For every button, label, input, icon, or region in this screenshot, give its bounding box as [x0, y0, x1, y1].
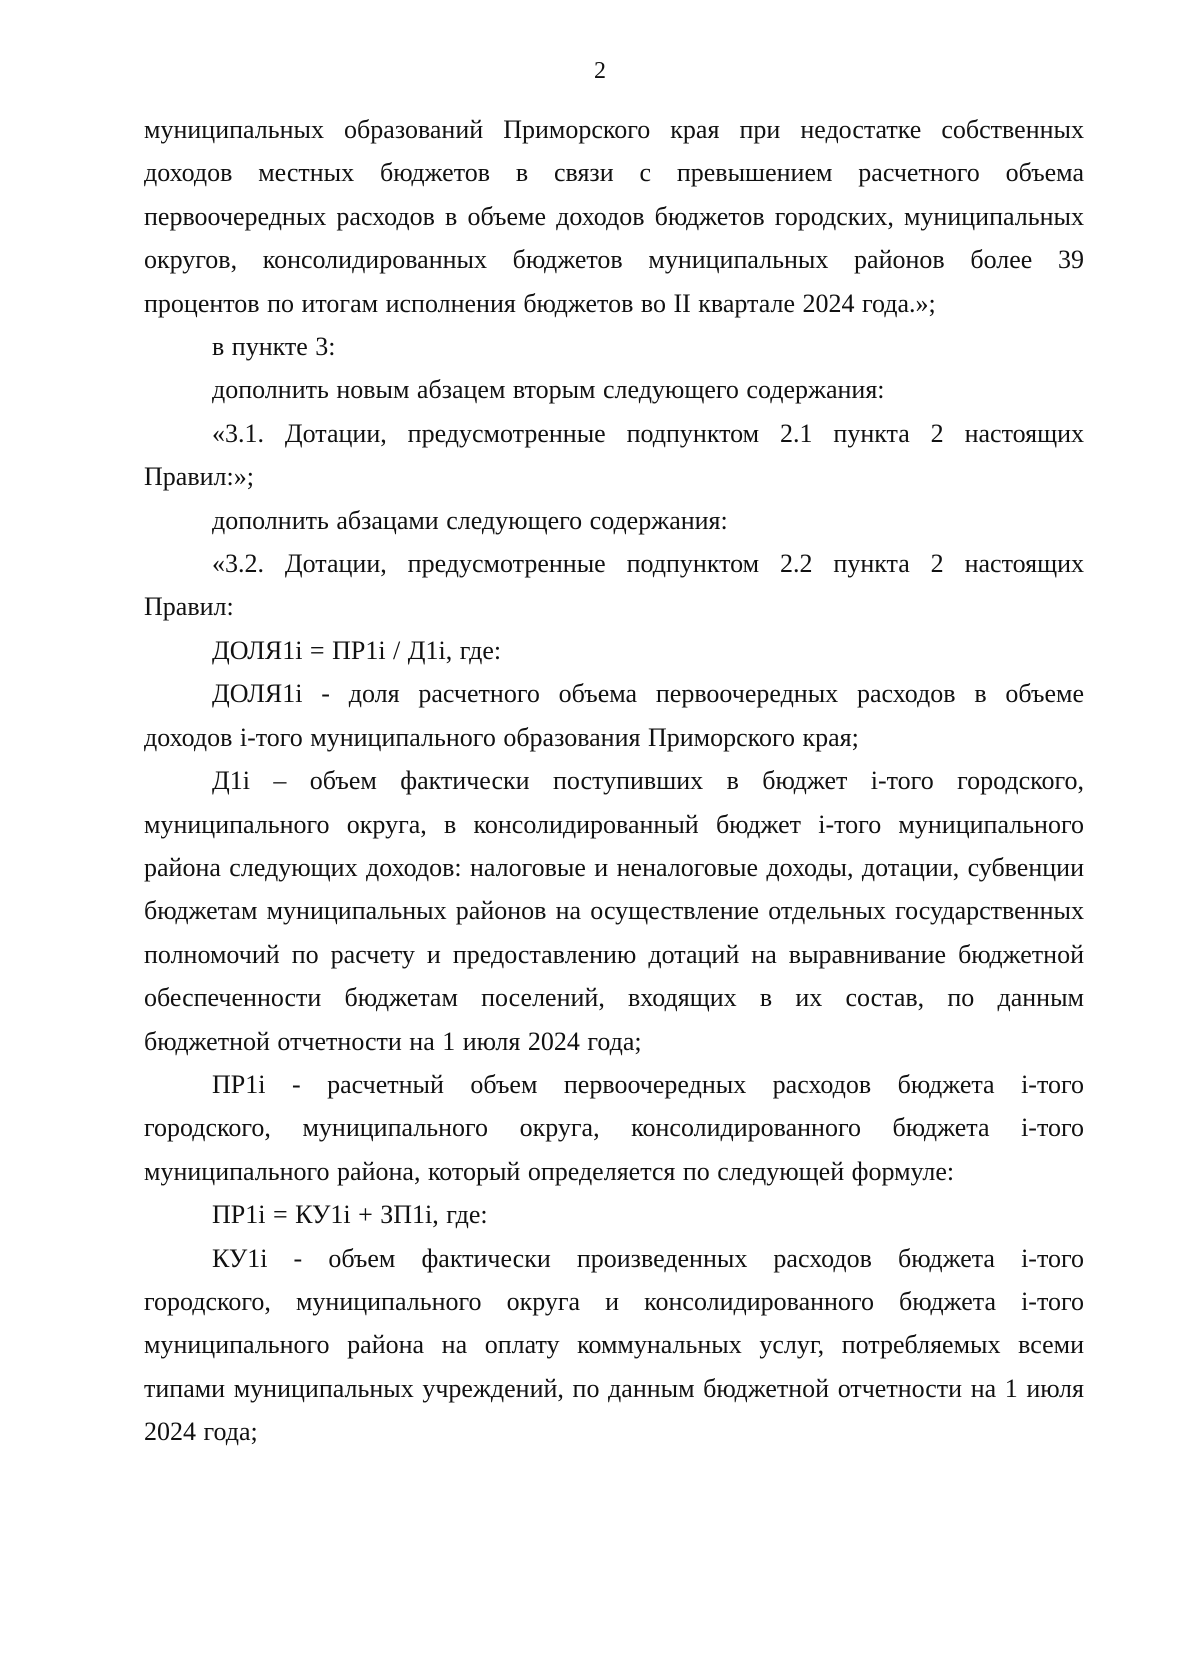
paragraph-3-1: «3.1. Дотации, предусмотренные подпунктом 2.1 пункта 2 настоящих Правил:»; — [144, 418, 1084, 492]
paragraph-add-second-abzac: дополнить новым абзацем вторым следующего содержания: — [212, 375, 885, 405]
paragraph-add-abzacs: дополнить абзацами следующего содержания: — [212, 505, 728, 535]
formula-dolya: ДОЛЯ1i = ПР1i / Д1i, где: — [212, 635, 502, 665]
paragraph-continuation: муниципальных образований Приморского края при недостатке собственных доходов местных бюджетов в связи с превышением расчетного объема первоочередных расходов в объеме доходов бюджетов городских, муниципальных округов, консолидированных бюджетов муниципальных районов более 39 процентов по итогам исполнения бюджетов во II квартале 2024 года.»; — [144, 115, 1084, 318]
definition-pr1i: ПР1i - расчетный объем первоочередных расходов бюджета i-того городского, муниципального округа, консолидированного бюджета i-того муниципального района, который определяется по следующей формуле: — [144, 1069, 1084, 1186]
document-body — [144, 108, 1084, 1454]
page-number: 2 — [594, 58, 606, 84]
definition-d1i: Д1i – объем фактически поступивших в бюджет i-того городского, муниципального округа, в консолидированный бюджет i-того муниципального района следующих доходов: налоговые и неналоговые доходы, дотации, субвенции бюджетам муниципальных районов на осуществление отдельных государственных полномочий по расчету и предоставлению дотаций на выравнивание бюджетной обеспеченности бюджетам поселений, входящих в их состав, по данным бюджетной отчетности на 1 июля 2024 года; — [144, 766, 1084, 1056]
definition-ku1i: КУ1i - объем фактически произведенных расходов бюджета i-того городского, муниципального округа и консолидированного бюджета i-того муниципального района на оплату коммунальных услуг, потребляемых всеми типами муниципальных учреждений, по данным бюджетной отчетности на 1 июля 2024 года; — [144, 1243, 1084, 1447]
paragraph-point-3: в пункте 3: — [212, 332, 336, 362]
definition-dolya: ДОЛЯ1i - доля расчетного объема первоочередных расходов в объеме доходов i-того муниципального образования Приморского края; — [144, 679, 1084, 752]
formula-pr1i: ПР1i = КУ1i + ЗП1i, где: — [212, 1200, 488, 1230]
paragraph-3-2: «3.2. Дотации, предусмотренные подпунктом 2.2 пункта 2 настоящих Правил: — [144, 549, 1084, 622]
